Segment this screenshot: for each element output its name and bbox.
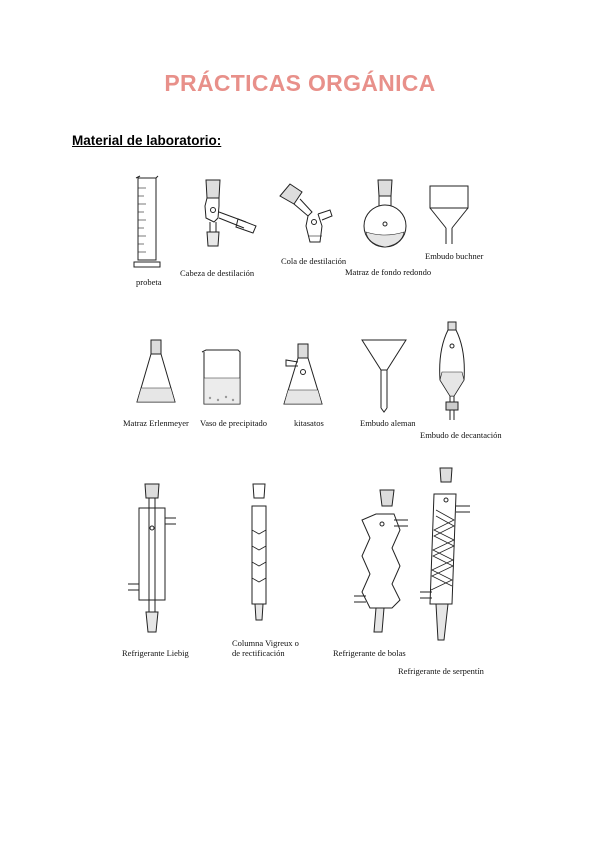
caption-refrigerante-serpentin: Refrigerante de serpentín bbox=[398, 666, 484, 676]
caption-kitasatos: kitasatos bbox=[294, 418, 324, 428]
vaso-precipitado-drawing bbox=[202, 350, 240, 404]
embudo-decantacion-drawing bbox=[440, 322, 465, 420]
kitasatos-drawing bbox=[284, 344, 322, 404]
cola-destilacion-drawing bbox=[280, 184, 332, 242]
probeta-drawing bbox=[134, 176, 160, 267]
caption-matraz-fondo-redondo: Matraz de fondo redondo bbox=[345, 267, 432, 277]
caption-matraz-erlenmeyer: Matraz Erlenmeyer bbox=[123, 418, 189, 428]
cabeza-destilacion-drawing bbox=[205, 180, 256, 246]
section-heading: Material de laboratorio: bbox=[72, 133, 222, 148]
caption-columna-vigreux-line2: de rectificación bbox=[232, 648, 285, 658]
caption-refrigerante-bolas: Refrigerante de bolas bbox=[333, 648, 406, 658]
refrigerante-serpentin-drawing bbox=[420, 468, 470, 640]
columna-vigreux-drawing bbox=[252, 484, 266, 620]
page-title: PRÁCTICAS ORGÁNICA bbox=[164, 70, 436, 96]
caption-probeta: probeta bbox=[136, 277, 162, 287]
embudo-buchner-drawing bbox=[430, 186, 468, 244]
embudo-aleman-drawing bbox=[362, 340, 406, 412]
matraz-erlenmeyer-drawing bbox=[137, 340, 175, 402]
matraz-fondo-redondo-drawing bbox=[364, 180, 406, 247]
caption-embudo-aleman: Embudo aleman bbox=[360, 418, 416, 428]
caption-columna-vigreux-line1: Columna Vigreux o bbox=[232, 638, 299, 648]
refrigerante-liebig-drawing bbox=[128, 484, 176, 632]
caption-vaso-precipitado: Vaso de precipitado bbox=[200, 418, 268, 428]
refrigerante-bolas-drawing bbox=[354, 490, 408, 632]
caption-cola-destilacion: Cola de destilación bbox=[281, 256, 347, 266]
caption-embudo-decantacion: Embudo de decantación bbox=[420, 430, 502, 440]
caption-refrigerante-liebig: Refrigerante Liebig bbox=[122, 648, 189, 658]
caption-cabeza-destilacion: Cabeza de destilación bbox=[180, 268, 255, 278]
caption-embudo-buchner: Embudo buchner bbox=[425, 251, 484, 261]
